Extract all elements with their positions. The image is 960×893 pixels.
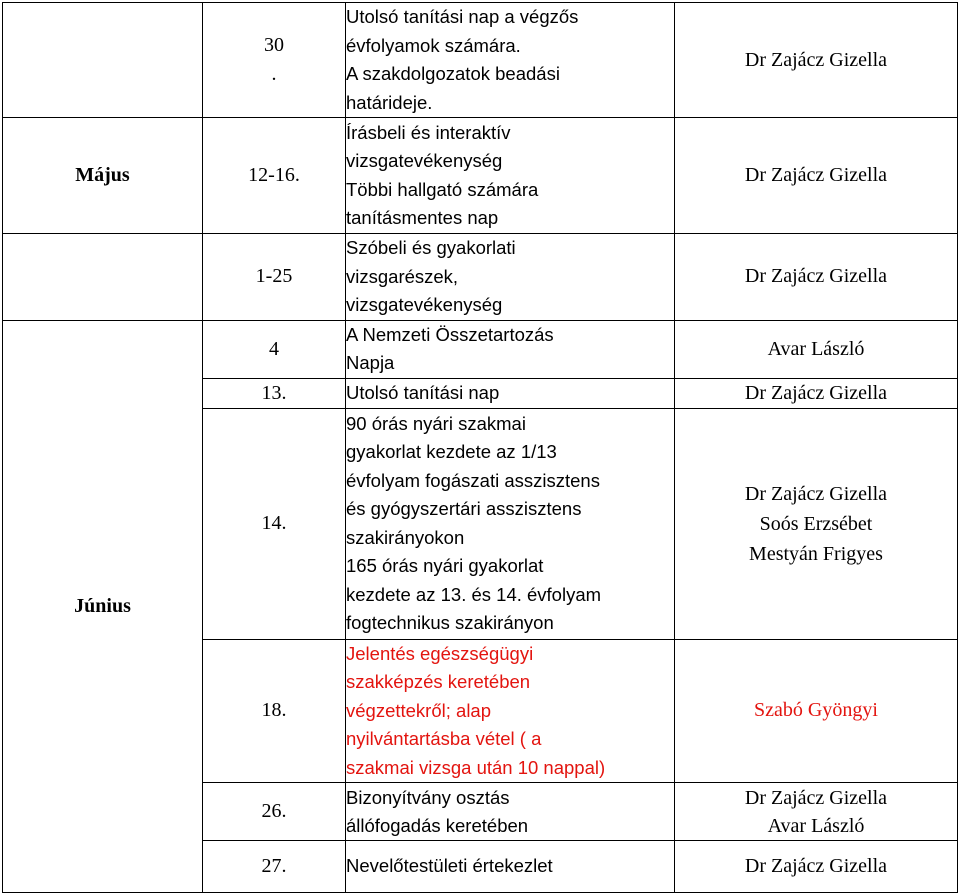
responsible-name: Dr Zajácz Gizella: [744, 48, 888, 71]
month-cell: [3, 3, 203, 118]
event-line: végzettekről; alap: [346, 699, 492, 721]
responsible-cell: [675, 378, 958, 408]
responsible-name: Avar László: [767, 814, 865, 837]
day-line: 13.: [261, 381, 287, 404]
responsible-cell: [675, 783, 958, 841]
event-line: vizsgatevékenység: [346, 150, 503, 171]
event-line: 165 órás nyári gyakorlat: [346, 555, 544, 576]
day-line: .: [271, 63, 277, 85]
event-cell: [346, 378, 675, 408]
month-cell: [3, 234, 203, 321]
event-cell: [346, 408, 675, 639]
day-line: 12-16.: [248, 164, 300, 186]
responsible-name: Dr Zajácz Gizella: [744, 855, 888, 877]
event-line: Utolsó tanítási nap: [346, 381, 500, 403]
event-line: évfolyam fogászati asszisztens: [346, 469, 600, 491]
event-line: szakmai vizsga után 10 nappal): [346, 756, 606, 778]
event-line: kezdete az 13. és 14. évfolyam: [346, 583, 602, 605]
event-cell: [346, 234, 675, 321]
responsible-cell-highlighted: [675, 639, 958, 783]
day-cell: [203, 378, 346, 408]
responsible-name: Szabó Gyöngyi: [754, 699, 878, 722]
event-line: szakirányokon: [346, 526, 465, 548]
event-line: Írásbeli és interaktív: [346, 121, 511, 143]
event-line: tanításmentes nap: [346, 207, 499, 228]
event-line: állófogadás keretében: [346, 814, 529, 836]
event-line: Jelentés egészségügyi: [346, 642, 534, 664]
event-line: vizsgarészek,: [346, 265, 459, 287]
event-line: A szakdolgozatok beadási: [346, 63, 560, 84]
event-line: évfolyamok számára.: [346, 34, 521, 56]
day-cell: [203, 118, 346, 234]
day-line: 27.: [261, 855, 287, 877]
event-line: Többi hallgató számára: [346, 178, 539, 200]
month-label-june: Június: [3, 320, 203, 893]
event-line: Utolsó tanítási nap a végzős: [346, 6, 579, 27]
responsible-name: Avar László: [767, 337, 865, 360]
table-row: [3, 118, 958, 234]
event-line: Szóbeli és gyakorlati: [346, 237, 516, 258]
event-cell: [346, 320, 675, 378]
event-cell: [346, 841, 675, 893]
responsible-cell: [675, 234, 958, 321]
table-row: [3, 3, 958, 118]
day-line: 1-25: [255, 265, 293, 288]
event-line: gyakorlat kezdete az 1/13: [346, 441, 557, 462]
event-cell-highlighted: [346, 639, 675, 783]
day-cell: [203, 234, 346, 321]
day-line: 30: [264, 34, 284, 56]
event-line: nyilvántartásba vétel ( a: [346, 728, 542, 749]
event-line: Nevelőtestületi értekezlet: [346, 855, 553, 877]
event-schedule-table: [2, 2, 958, 893]
day-cell: [203, 639, 346, 783]
event-line: vizsgatevékenység: [346, 294, 503, 315]
responsible-name: Dr Zajácz Gizella: [744, 786, 888, 809]
day-cell: [203, 841, 346, 893]
month-label-may: Május: [3, 118, 203, 234]
event-line: Napja: [346, 352, 395, 373]
event-line: szakképzés keretében: [346, 671, 531, 692]
day-cell: [203, 320, 346, 378]
responsible-cell: [675, 3, 958, 118]
event-line: 90 órás nyári szakmai: [346, 412, 526, 434]
event-line: és gyógyszertári asszisztens: [346, 498, 582, 519]
day-cell: [203, 783, 346, 841]
event-line: Bizonyítvány osztás: [346, 786, 510, 808]
day-line: 14.: [261, 512, 287, 534]
table-row: [3, 320, 958, 378]
responsible-name: Dr Zajácz Gizella: [744, 482, 888, 505]
day-line: 4: [269, 337, 279, 360]
day-line: 18.: [261, 699, 287, 722]
event-line: A Nemzeti Összetartozás: [346, 323, 554, 345]
responsible-name: Soós Erzsébet: [759, 512, 873, 535]
event-line: határideje.: [346, 91, 433, 113]
responsible-cell: [675, 841, 958, 893]
day-cell: [203, 408, 346, 639]
day-cell: [203, 3, 346, 118]
responsible-cell: [675, 118, 958, 234]
responsible-name: Dr Zajácz Gizella: [744, 265, 888, 288]
responsible-cell: [675, 408, 958, 639]
responsible-name: Dr Zajácz Gizella: [744, 164, 888, 186]
event-cell: [346, 3, 675, 118]
responsible-name: Dr Zajácz Gizella: [744, 381, 888, 404]
event-cell: [346, 783, 675, 841]
table-row: [3, 234, 958, 321]
event-line: fogtechnikus szakirányon: [346, 612, 554, 633]
responsible-cell: [675, 320, 958, 378]
responsible-name: Mestyán Frigyes: [749, 542, 883, 565]
event-cell: [346, 118, 675, 234]
day-line: 26.: [261, 800, 287, 822]
